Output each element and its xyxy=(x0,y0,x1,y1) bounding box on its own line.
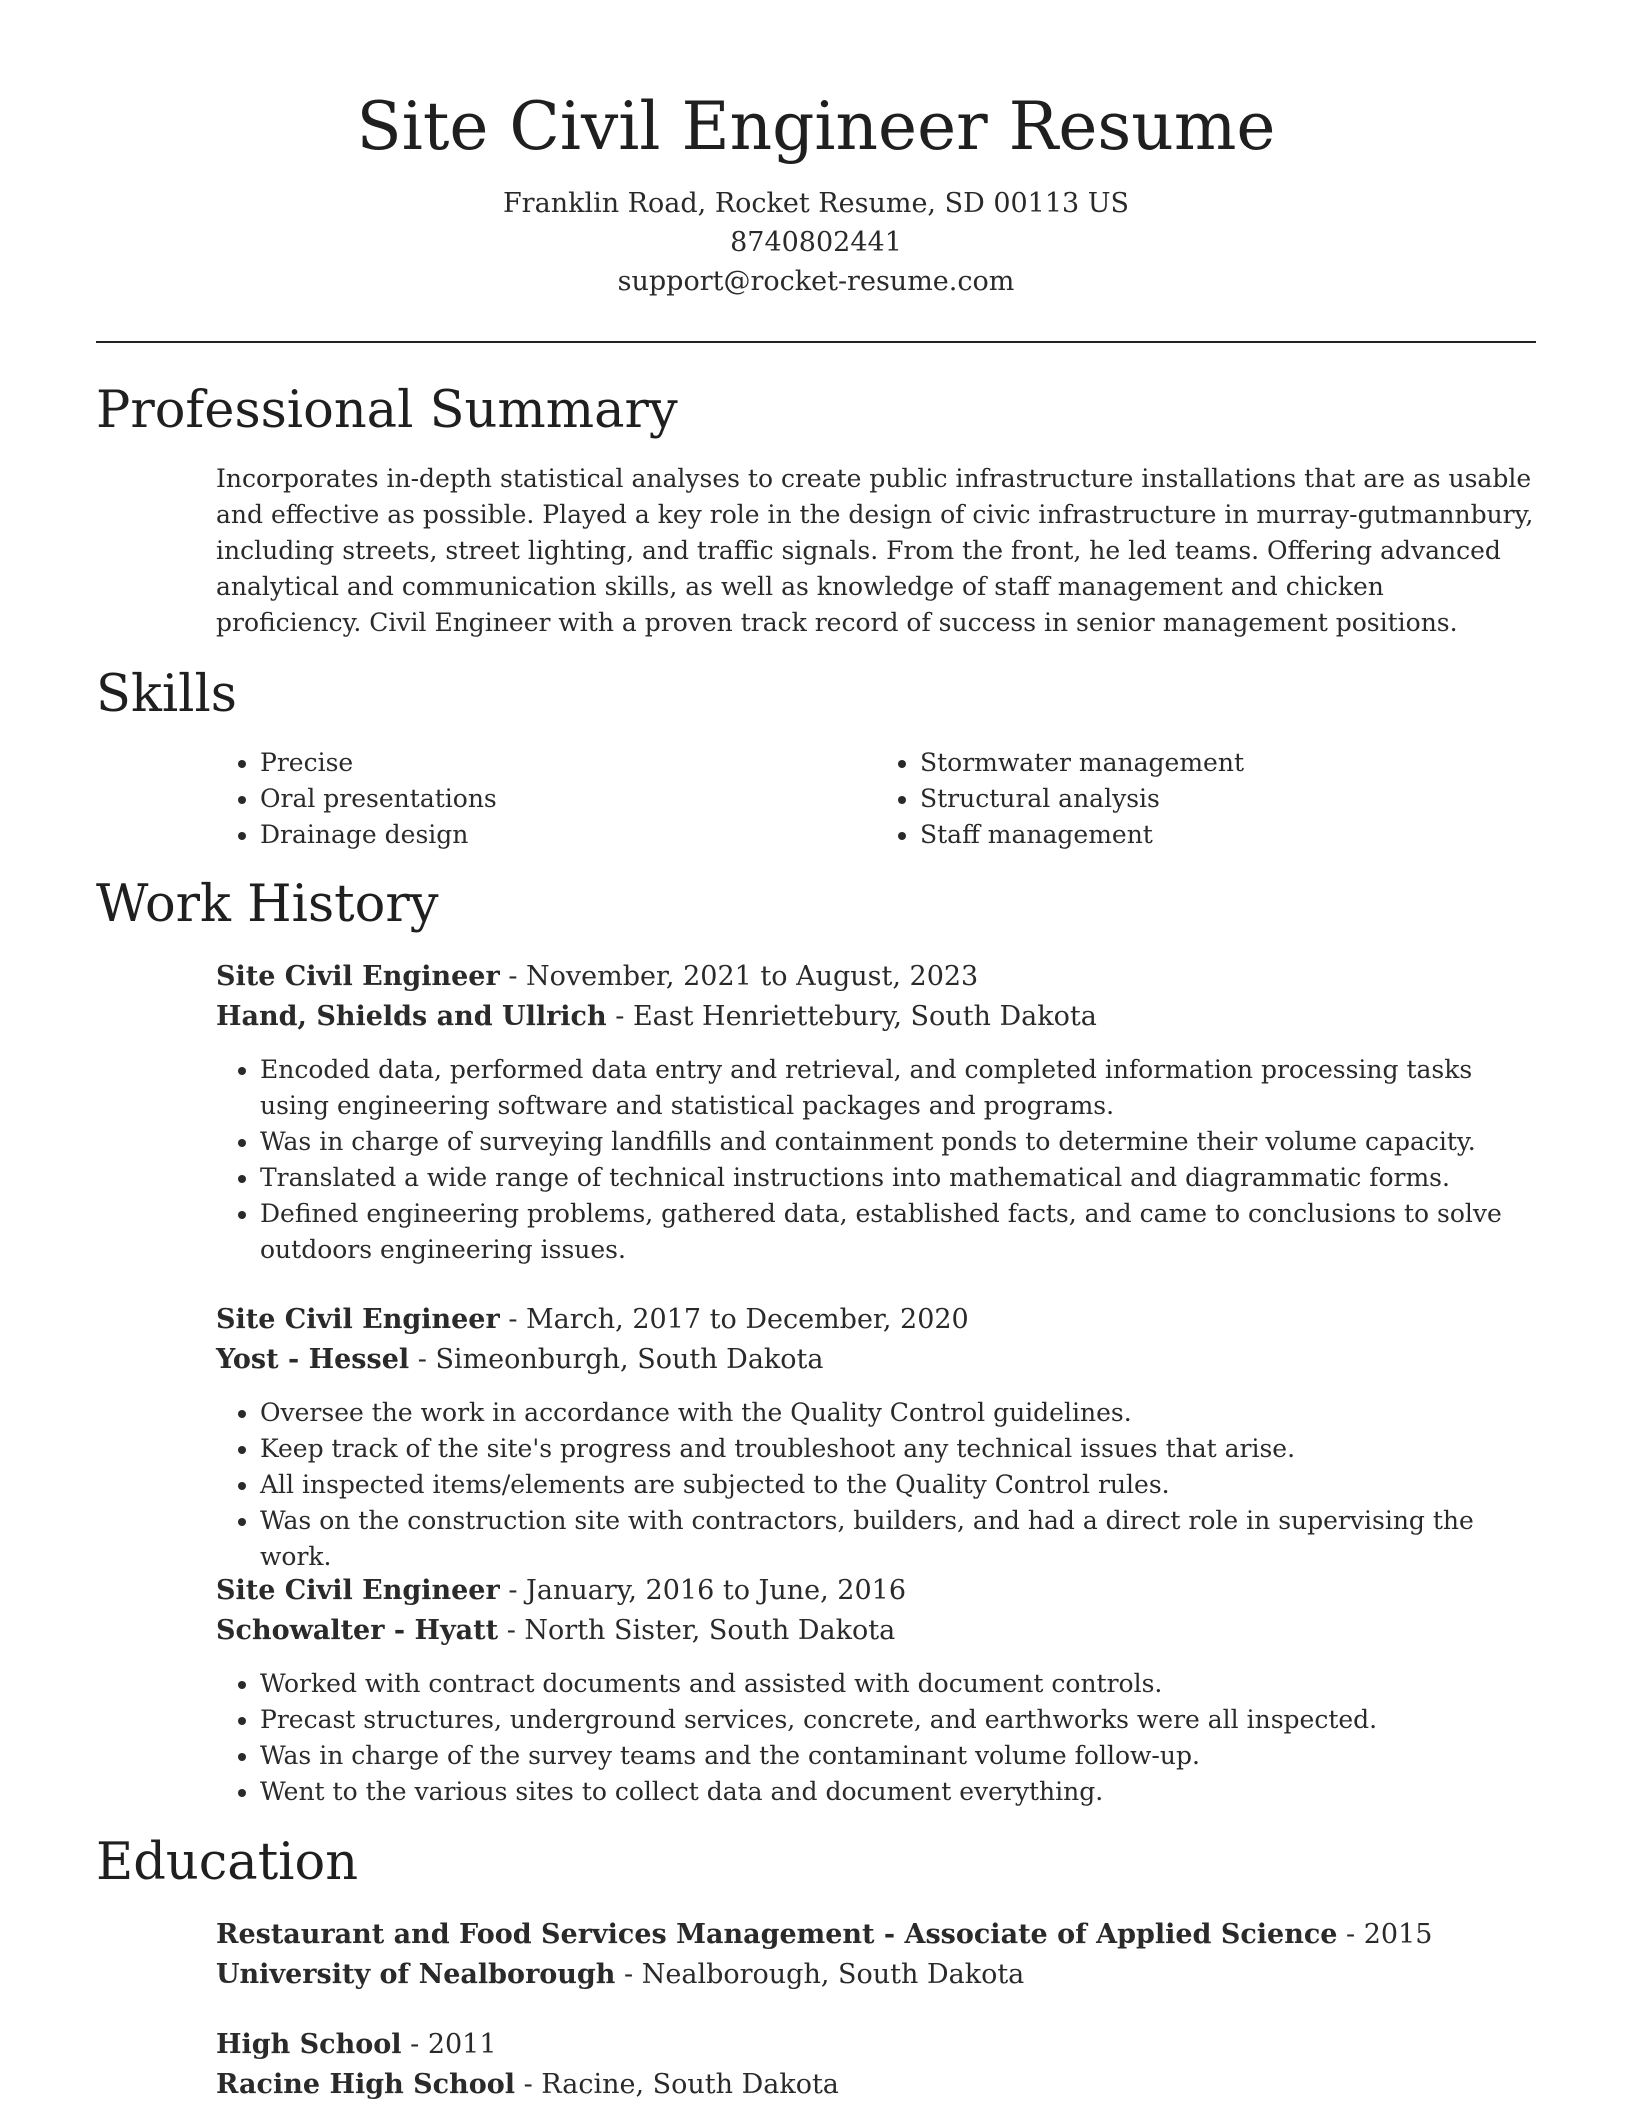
education-location: - Racine, South Dakota xyxy=(523,2069,839,2100)
job-bullets xyxy=(216,1395,1536,1575)
job-location: - East Henriettebury, South Dakota xyxy=(615,1001,1097,1032)
job-title-line xyxy=(216,1571,1536,1611)
job-bullet: • Went to the various sites to collect data and document everything. xyxy=(260,1774,1536,1810)
job-location: - North Sister, South Dakota xyxy=(506,1615,896,1646)
skill-item: • Drainage design xyxy=(260,817,876,853)
education-location: - Nealborough, South Dakota xyxy=(624,1959,1025,1990)
job-bullet: • Was on the construction site with contractors, builders, and had a direct role in supervising the work. xyxy=(260,1503,1536,1575)
skill-item: • Oral presentations xyxy=(260,781,876,817)
skill-item: • Precise xyxy=(260,745,876,781)
skills-column-left xyxy=(216,745,876,853)
education-school-line xyxy=(216,2065,1536,2105)
job-title-line xyxy=(216,957,1536,997)
education-degree-line xyxy=(216,1915,1536,1955)
job-title: Site Civil Engineer xyxy=(216,1575,500,1606)
education-school: Racine High School xyxy=(216,2069,515,2100)
job-title-line xyxy=(216,1300,1536,1340)
job-bullet: • Worked with contract documents and assisted with document controls. xyxy=(260,1666,1536,1702)
job-title: Site Civil Engineer xyxy=(216,1304,500,1335)
education-year: - 2015 xyxy=(1346,1919,1433,1950)
job-title: Site Civil Engineer xyxy=(216,961,500,992)
header-divider xyxy=(96,341,1536,343)
skills-list xyxy=(216,745,1536,853)
skill-item: • Staff management xyxy=(920,817,1536,853)
education-degree: Restaurant and Food Services Management - Associate of Applied Science xyxy=(216,1919,1338,1950)
skills-column-right xyxy=(876,745,1536,853)
job-bullet: • Was in charge of the survey teams and the contaminant volume follow-up. xyxy=(260,1738,1536,1774)
summary-heading: Professional Summary xyxy=(96,381,678,440)
job-bullet: • Translated a wide range of technical instructions into mathematical and diagrammatic forms. xyxy=(260,1160,1536,1196)
education-entry xyxy=(216,1915,1536,1995)
job-bullet: • Keep track of the site's progress and troubleshoot any technical issues that arise. xyxy=(260,1431,1536,1467)
job-dates: - March, 2017 to December, 2020 xyxy=(508,1304,969,1335)
job-company-line xyxy=(216,1611,1536,1651)
education-heading: Education xyxy=(96,1833,359,1892)
job-bullet: • Defined engineering problems, gathered data, established facts, and came to conclusions to solve outdoors engineering issues. xyxy=(260,1196,1536,1268)
contact-email: support@rocket-resume.com xyxy=(617,266,1015,297)
summary-text: Incorporates in-depth statistical analyses to create public infrastructure installations that are as usable and effective as possible. Played a key role in the design of civic infrastructure in murray-gutmannbury, including streets, street lighting, and traffic signals. From the front, he led teams. Offering advanced analytical and communication skills, as well as knowledge of staff management and chicken proficiency. Civil Engineer with a proven track record of success in senior management positions. xyxy=(216,464,1534,637)
job-company: Yost - Hessel xyxy=(216,1344,410,1375)
education-school-line xyxy=(216,1955,1536,1995)
resume-header xyxy=(0,0,1632,301)
education-year: - 2011 xyxy=(410,2029,497,2060)
job-bullet: • Encoded data, performed data entry and retrieval, and completed information processing tasks using engineering software and statistical packages and programs. xyxy=(260,1052,1536,1124)
job-entry xyxy=(216,1300,1536,1575)
education-degree: High School xyxy=(216,2029,402,2060)
job-bullet: • All inspected items/elements are subjected to the Quality Control rules. xyxy=(260,1467,1536,1503)
skills-heading: Skills xyxy=(96,665,237,724)
work-history-heading: Work History xyxy=(96,875,439,934)
job-bullet: • Precast structures, underground services, concrete, and earthworks were all inspected. xyxy=(260,1702,1536,1738)
education-entry xyxy=(216,2025,1536,2105)
education-school: University of Nealborough xyxy=(216,1959,616,1990)
resume-title: Site Civil Engineer Resume xyxy=(356,88,1276,165)
job-entry xyxy=(216,957,1536,1268)
job-location: - Simeonburgh, South Dakota xyxy=(417,1344,824,1375)
skill-item: • Structural analysis xyxy=(920,781,1536,817)
education-degree-line xyxy=(216,2025,1536,2065)
job-dates: - November, 2021 to August, 2023 xyxy=(508,961,979,992)
contact-phone: 8740802441 xyxy=(730,227,902,258)
contact-info xyxy=(0,184,1632,301)
job-entry xyxy=(216,1571,1536,1810)
job-bullet: • Was in charge of surveying landfills and containment ponds to determine their volume capacity. xyxy=(260,1124,1536,1160)
skill-item: • Stormwater management xyxy=(920,745,1536,781)
job-bullets xyxy=(216,1666,1536,1810)
job-bullets xyxy=(216,1052,1536,1268)
job-company: Hand, Shields and Ullrich xyxy=(216,1001,607,1032)
job-dates: - January, 2016 to June, 2016 xyxy=(508,1575,906,1606)
contact-address: Franklin Road, Rocket Resume, SD 00113 US xyxy=(502,188,1130,219)
job-company-line xyxy=(216,1340,1536,1380)
job-bullet: • Oversee the work in accordance with the Quality Control guidelines. xyxy=(260,1395,1536,1431)
job-company: Schowalter - Hyatt xyxy=(216,1615,499,1646)
job-company-line xyxy=(216,997,1536,1037)
